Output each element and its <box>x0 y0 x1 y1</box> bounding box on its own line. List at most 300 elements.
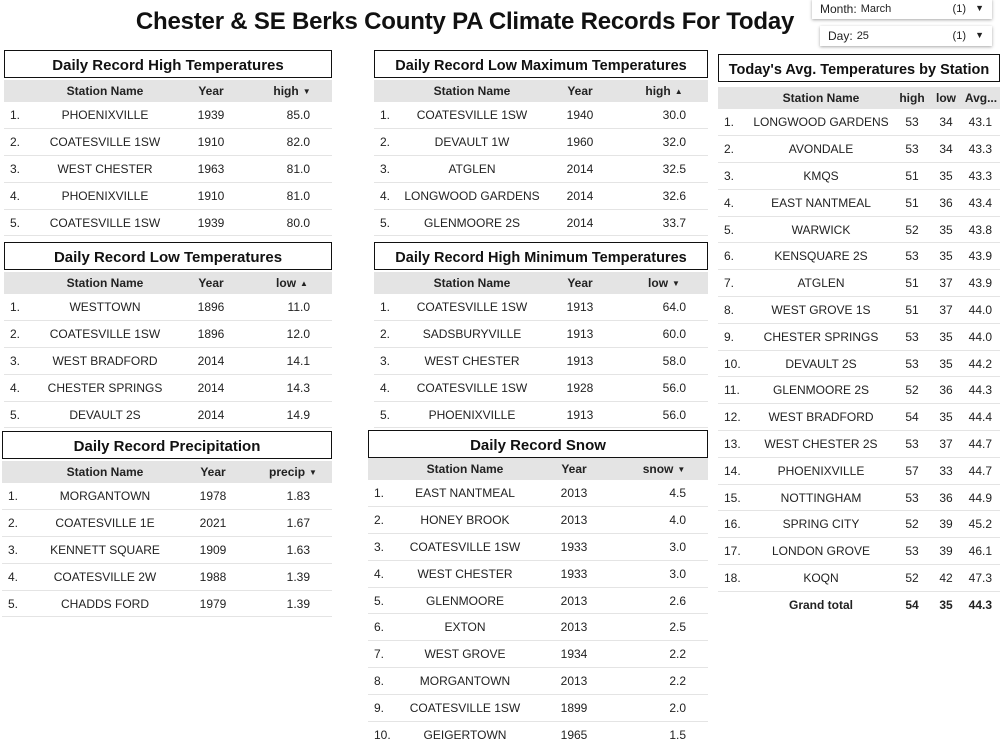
table-row[interactable] <box>718 323 1000 350</box>
avg-value: 44.7 <box>962 457 1000 484</box>
avg-value: 43.4 <box>962 189 1000 216</box>
record-value: 30.0 <box>620 102 708 129</box>
record-value: 58.0 <box>620 348 708 375</box>
avg-value: 44.3 <box>962 377 1000 404</box>
record-value: 32.6 <box>620 182 708 209</box>
low-header[interactable]: low <box>930 87 962 109</box>
table-row[interactable] <box>718 270 1000 297</box>
row-index: 9. <box>718 323 748 350</box>
table-row[interactable] <box>718 511 1000 538</box>
year-header[interactable]: Year <box>528 458 620 480</box>
table-row[interactable] <box>368 694 708 721</box>
table-row[interactable] <box>374 401 708 428</box>
row-index: 10. <box>368 721 402 743</box>
avg-value: 47.3 <box>962 565 1000 592</box>
station-name: GLENMOORE 2S <box>404 209 540 236</box>
row-index: 16. <box>718 511 748 538</box>
high-header[interactable] <box>620 80 708 102</box>
low-value: 33 <box>930 457 962 484</box>
high-header-label: high <box>273 84 299 98</box>
row-index: 1. <box>374 102 404 129</box>
record-value: 1.5 <box>620 721 708 743</box>
station-name: COATESVILLE 2W <box>38 563 172 590</box>
avg-temps-rows <box>718 109 1000 618</box>
avg-value: 45.2 <box>962 511 1000 538</box>
record-value: 64.0 <box>620 294 708 321</box>
low-value: 35 <box>930 163 962 190</box>
low-value: 34 <box>930 109 962 136</box>
page-title: Chester & SE Berks County PA Climate Records For Today <box>135 8 795 35</box>
high-value: 52 <box>894 565 930 592</box>
station-name: EAST NANTMEAL <box>402 480 528 507</box>
low-value: 35 <box>930 243 962 270</box>
station-name-header[interactable]: Station Name <box>404 80 540 102</box>
avg-value: 44.9 <box>962 484 1000 511</box>
table-row[interactable] <box>374 374 708 401</box>
sort-asc-icon[interactable]: ▲ <box>674 87 683 96</box>
station-name: COATESVILLE 1SW <box>40 321 170 348</box>
row-index: 2. <box>4 321 40 348</box>
low-value: 39 <box>930 538 962 565</box>
station-name-header[interactable]: Station Name <box>404 272 540 294</box>
precip-header-label: precip <box>269 465 306 479</box>
year: 2014 <box>170 401 252 428</box>
sort-asc-icon[interactable]: ▲ <box>300 279 308 288</box>
sort-desc-icon[interactable]: ▼ <box>309 468 317 477</box>
station-name: PHOENIXVILLE <box>40 182 170 209</box>
index-header <box>368 458 402 480</box>
year: 1988 <box>172 563 254 590</box>
row-index: 6. <box>368 614 402 641</box>
station-name: PHOENIXVILLE <box>40 102 170 129</box>
table-row[interactable] <box>368 507 708 534</box>
table-row[interactable] <box>368 721 708 743</box>
record-value: 32.0 <box>620 129 708 156</box>
year: 1913 <box>540 321 620 348</box>
table-row[interactable] <box>718 136 1000 163</box>
row-index: 2. <box>374 321 404 348</box>
panel-title: Daily Record Low Maximum Temperatures <box>374 50 708 78</box>
low-max-rows <box>374 102 708 236</box>
table-row[interactable] <box>368 614 708 641</box>
table-row[interactable] <box>4 182 332 209</box>
high-value: 53 <box>894 323 930 350</box>
avg-value: 43.3 <box>962 136 1000 163</box>
table-row[interactable] <box>4 294 332 321</box>
avg-value: 43.9 <box>962 270 1000 297</box>
record-value: 14.1 <box>252 348 332 375</box>
high-value: 53 <box>894 484 930 511</box>
day-filter-dropdown[interactable] <box>820 26 992 46</box>
record-value: 11.0 <box>252 294 332 321</box>
table-row[interactable] <box>4 209 332 236</box>
record-value: 12.0 <box>252 321 332 348</box>
year: 1939 <box>170 209 252 236</box>
row-index: 2. <box>718 136 748 163</box>
month-filter-count: (1) <box>952 3 966 15</box>
station-name: AVONDALE <box>748 136 894 163</box>
panel-title: Daily Record High Temperatures <box>4 50 332 78</box>
station-name: COATESVILLE 1SW <box>40 209 170 236</box>
high-value: 52 <box>894 216 930 243</box>
table-row[interactable] <box>374 294 708 321</box>
low-value: 35 <box>930 323 962 350</box>
year: 1939 <box>170 102 252 129</box>
low-value: 39 <box>930 511 962 538</box>
panel-title: Today's Avg. Temperatures by Station <box>718 54 1000 82</box>
avg-value: 43.3 <box>962 163 1000 190</box>
station-name: COATESVILLE 1SW <box>402 534 528 561</box>
year-header[interactable]: Year <box>540 272 620 294</box>
month-filter-label: Month: <box>820 2 857 16</box>
row-index: 1. <box>4 294 40 321</box>
year: 1899 <box>528 694 620 721</box>
table-row[interactable] <box>718 189 1000 216</box>
table-row[interactable] <box>2 590 332 617</box>
avg-value: 46.1 <box>962 538 1000 565</box>
low-value: 36 <box>930 377 962 404</box>
avg-value: 44.7 <box>962 431 1000 458</box>
table-row[interactable] <box>718 404 1000 431</box>
row-index: 2. <box>4 129 40 156</box>
record-value: 1.39 <box>254 563 332 590</box>
record-value: 32.5 <box>620 156 708 183</box>
station-name: COATESVILLE 1SW <box>40 129 170 156</box>
record-value: 1.39 <box>254 590 332 617</box>
table-row[interactable] <box>2 563 332 590</box>
avg-value: 44.0 <box>962 297 1000 324</box>
station-name-header[interactable]: Station Name <box>748 87 894 109</box>
table-row[interactable] <box>368 560 708 587</box>
row-index: 3. <box>718 163 748 190</box>
low-value: 37 <box>930 297 962 324</box>
station-name: COATESVILLE 1SW <box>404 102 540 129</box>
station-name: COATESVILLE 1SW <box>402 694 528 721</box>
table-row[interactable] <box>4 102 332 129</box>
row-index: 9. <box>368 694 402 721</box>
station-name-header[interactable]: Station Name <box>402 458 528 480</box>
year: 2014 <box>170 348 252 375</box>
year: 1896 <box>170 294 252 321</box>
row-index: 3. <box>4 156 40 183</box>
record-value: 14.9 <box>252 401 332 428</box>
station-name: ATGLEN <box>404 156 540 183</box>
station-name: KENNETT SQUARE <box>38 537 172 564</box>
low-temps-table <box>4 272 332 428</box>
row-index: 4. <box>368 560 402 587</box>
table-row[interactable] <box>374 129 708 156</box>
row-index: 4. <box>374 374 404 401</box>
station-name-header[interactable]: Station Name <box>40 80 170 102</box>
table-row[interactable] <box>718 109 1000 136</box>
year: 1910 <box>170 129 252 156</box>
record-value: 1.83 <box>254 483 332 510</box>
table-row[interactable] <box>4 156 332 183</box>
precip-panel <box>2 431 332 617</box>
high-header[interactable] <box>252 80 332 102</box>
high-value: 53 <box>894 243 930 270</box>
table-row[interactable] <box>718 350 1000 377</box>
year: 2014 <box>540 209 620 236</box>
high-header[interactable]: high <box>894 87 930 109</box>
low-value: 35 <box>930 404 962 431</box>
station-name: MORGANTOWN <box>38 483 172 510</box>
station-name: WESTTOWN <box>40 294 170 321</box>
high-value: 54 <box>894 404 930 431</box>
station-name: EAST NANTMEAL <box>748 189 894 216</box>
avg-value: 43.9 <box>962 243 1000 270</box>
station-name: SPRING CITY <box>748 511 894 538</box>
station-name: KENSQUARE 2S <box>748 243 894 270</box>
record-value: 3.0 <box>620 560 708 587</box>
station-name: DEVAULT 2S <box>40 401 170 428</box>
avg-header[interactable]: Avg... <box>962 87 1000 109</box>
station-name: COATESVILLE 1SW <box>404 374 540 401</box>
year-header[interactable]: Year <box>540 80 620 102</box>
year: 2013 <box>528 668 620 695</box>
year: 1928 <box>540 374 620 401</box>
year: 2013 <box>528 480 620 507</box>
row-index: 7. <box>718 270 748 297</box>
panel-title: Daily Record High Minimum Temperatures <box>374 242 708 270</box>
year-header[interactable]: Year <box>170 80 252 102</box>
high-value: 51 <box>894 189 930 216</box>
table-row[interactable] <box>4 401 332 428</box>
low-max-table <box>374 80 708 236</box>
record-value: 4.0 <box>620 507 708 534</box>
precip-table <box>2 461 332 617</box>
row-index: 1. <box>718 109 748 136</box>
record-value: 2.2 <box>620 641 708 668</box>
low-header[interactable] <box>252 272 332 294</box>
station-name: WEST CHESTER <box>402 560 528 587</box>
row-index: 1. <box>2 483 38 510</box>
year: 1913 <box>540 294 620 321</box>
table-row[interactable] <box>368 641 708 668</box>
year: 2014 <box>540 156 620 183</box>
row-index: 12. <box>718 404 748 431</box>
table-row[interactable] <box>2 537 332 564</box>
snow-header[interactable] <box>620 458 708 480</box>
year: 1910 <box>170 182 252 209</box>
panel-title: Daily Record Snow <box>368 430 708 458</box>
index-header <box>374 80 404 102</box>
station-name: SADSBURYVILLE <box>404 321 540 348</box>
year: 1913 <box>540 348 620 375</box>
low-header[interactable] <box>620 272 708 294</box>
table-row[interactable] <box>374 209 708 236</box>
row-index: 5. <box>368 587 402 614</box>
row-index: 5. <box>374 209 404 236</box>
snow-panel <box>368 430 708 743</box>
table-row[interactable] <box>718 431 1000 458</box>
station-name: LONGWOOD GARDENS <box>748 109 894 136</box>
index-header <box>2 461 38 483</box>
precip-rows <box>2 483 332 617</box>
station-name: WEST CHESTER <box>404 348 540 375</box>
station-name: MORGANTOWN <box>402 668 528 695</box>
low-value: 42 <box>930 565 962 592</box>
station-name: WEST GROVE 1S <box>748 297 894 324</box>
table-row[interactable] <box>368 480 708 507</box>
index-header <box>374 272 404 294</box>
row-index <box>718 591 748 618</box>
row-index: 6. <box>718 243 748 270</box>
record-value: 2.5 <box>620 614 708 641</box>
sort-desc-icon[interactable]: ▼ <box>677 465 686 474</box>
table-row[interactable] <box>374 102 708 129</box>
table-row[interactable] <box>718 297 1000 324</box>
row-index: 18. <box>718 565 748 592</box>
year-header[interactable]: Year <box>170 272 252 294</box>
table-row[interactable] <box>718 243 1000 270</box>
station-name: CHADDS FORD <box>38 590 172 617</box>
table-row[interactable] <box>368 534 708 561</box>
low-value: 36 <box>930 189 962 216</box>
table-row[interactable] <box>4 374 332 401</box>
record-value: 1.67 <box>254 510 332 537</box>
station-name: LONDON GROVE <box>748 538 894 565</box>
year: 1933 <box>528 560 620 587</box>
station-name: COATESVILLE 1SW <box>404 294 540 321</box>
year: 2014 <box>540 182 620 209</box>
panel-title: Daily Record Precipitation <box>2 431 332 459</box>
sort-desc-icon[interactable]: ▼ <box>672 279 680 288</box>
row-index: 3. <box>368 534 402 561</box>
table-row[interactable] <box>2 510 332 537</box>
table-row[interactable] <box>718 216 1000 243</box>
low-header-label: low <box>648 276 669 290</box>
high-value: 53 <box>894 538 930 565</box>
record-value: 80.0 <box>252 209 332 236</box>
high-value: 52 <box>894 377 930 404</box>
month-filter-dropdown[interactable] <box>812 0 992 19</box>
table-row[interactable] <box>368 587 708 614</box>
high-min-rows <box>374 294 708 428</box>
station-name: KMQS <box>748 163 894 190</box>
table-row[interactable] <box>718 457 1000 484</box>
high-value: 57 <box>894 457 930 484</box>
station-name: DEVAULT 1W <box>404 129 540 156</box>
station-name: NOTTINGHAM <box>748 484 894 511</box>
row-index: 5. <box>4 401 40 428</box>
low-value: 37 <box>930 431 962 458</box>
row-index: 7. <box>368 641 402 668</box>
row-index: 5. <box>374 401 404 428</box>
year: 1963 <box>170 156 252 183</box>
avg-temps-panel <box>718 54 1000 618</box>
low-value: 35 <box>930 350 962 377</box>
station-name: EXTON <box>402 614 528 641</box>
high-value: 51 <box>894 163 930 190</box>
grand-total-row <box>718 591 1000 618</box>
row-index: 14. <box>718 457 748 484</box>
avg-temps-table <box>718 87 1000 618</box>
row-index: 10. <box>718 350 748 377</box>
station-name: DEVAULT 2S <box>748 350 894 377</box>
station-name: ATGLEN <box>748 270 894 297</box>
record-value: 3.0 <box>620 534 708 561</box>
row-index: 8. <box>718 297 748 324</box>
table-row[interactable] <box>4 129 332 156</box>
table-row[interactable] <box>718 484 1000 511</box>
snow-table <box>368 458 708 743</box>
panel-title: Daily Record Low Temperatures <box>4 242 332 270</box>
year: 1896 <box>170 321 252 348</box>
low-temps-panel <box>4 242 332 428</box>
station-name: WEST BRADFORD <box>40 348 170 375</box>
table-row[interactable] <box>4 321 332 348</box>
low-value: 36 <box>930 484 962 511</box>
row-index: 5. <box>718 216 748 243</box>
table-row[interactable] <box>718 565 1000 592</box>
station-name-header[interactable]: Station Name <box>40 272 170 294</box>
year: 2013 <box>528 614 620 641</box>
table-row[interactable] <box>374 321 708 348</box>
high-value: 52 <box>894 511 930 538</box>
high-temps-panel <box>4 50 332 236</box>
avg-value: 43.8 <box>962 216 1000 243</box>
high-temps-rows <box>4 102 332 236</box>
year: 1940 <box>540 102 620 129</box>
table-row[interactable] <box>374 182 708 209</box>
low-value: 37 <box>930 270 962 297</box>
high-value: 51 <box>894 270 930 297</box>
year: 1933 <box>528 534 620 561</box>
station-name: PHOENIXVILLE <box>404 401 540 428</box>
record-value: 81.0 <box>252 156 332 183</box>
year: 1978 <box>172 483 254 510</box>
day-filter-value: 25 <box>856 30 869 42</box>
low-value: 35 <box>930 216 962 243</box>
high-value: 53 <box>894 109 930 136</box>
row-index: 17. <box>718 538 748 565</box>
grand-total-high: 54 <box>905 597 919 612</box>
year: 1909 <box>172 537 254 564</box>
index-header <box>718 87 748 109</box>
avg-value: 44.0 <box>962 323 1000 350</box>
table-row[interactable] <box>718 163 1000 190</box>
year: 1979 <box>172 590 254 617</box>
record-value: 1.63 <box>254 537 332 564</box>
chevron-down-icon[interactable]: ▼ <box>975 30 984 40</box>
sort-desc-icon[interactable]: ▼ <box>302 87 311 96</box>
row-index: 4. <box>4 182 40 209</box>
table-row[interactable] <box>2 483 332 510</box>
low-value: 34 <box>930 136 962 163</box>
row-index: 15. <box>718 484 748 511</box>
station-name: WEST BRADFORD <box>748 404 894 431</box>
table-row[interactable] <box>368 668 708 695</box>
station-name-header[interactable]: Station Name <box>38 461 172 483</box>
table-row[interactable] <box>718 377 1000 404</box>
record-value: 56.0 <box>620 374 708 401</box>
year-header[interactable]: Year <box>172 461 254 483</box>
row-index: 5. <box>2 590 38 617</box>
row-index: 2. <box>368 507 402 534</box>
precip-header[interactable] <box>254 461 332 483</box>
grand-total-label: Grand total <box>788 597 853 612</box>
station-name: LONGWOOD GARDENS <box>404 182 540 209</box>
table-row[interactable] <box>4 348 332 375</box>
table-row[interactable] <box>374 348 708 375</box>
station-name: GLENMOORE 2S <box>748 377 894 404</box>
record-value: 33.7 <box>620 209 708 236</box>
index-header <box>4 272 40 294</box>
table-row[interactable] <box>374 156 708 183</box>
chevron-down-icon[interactable]: ▼ <box>975 3 984 13</box>
table-row[interactable] <box>718 538 1000 565</box>
